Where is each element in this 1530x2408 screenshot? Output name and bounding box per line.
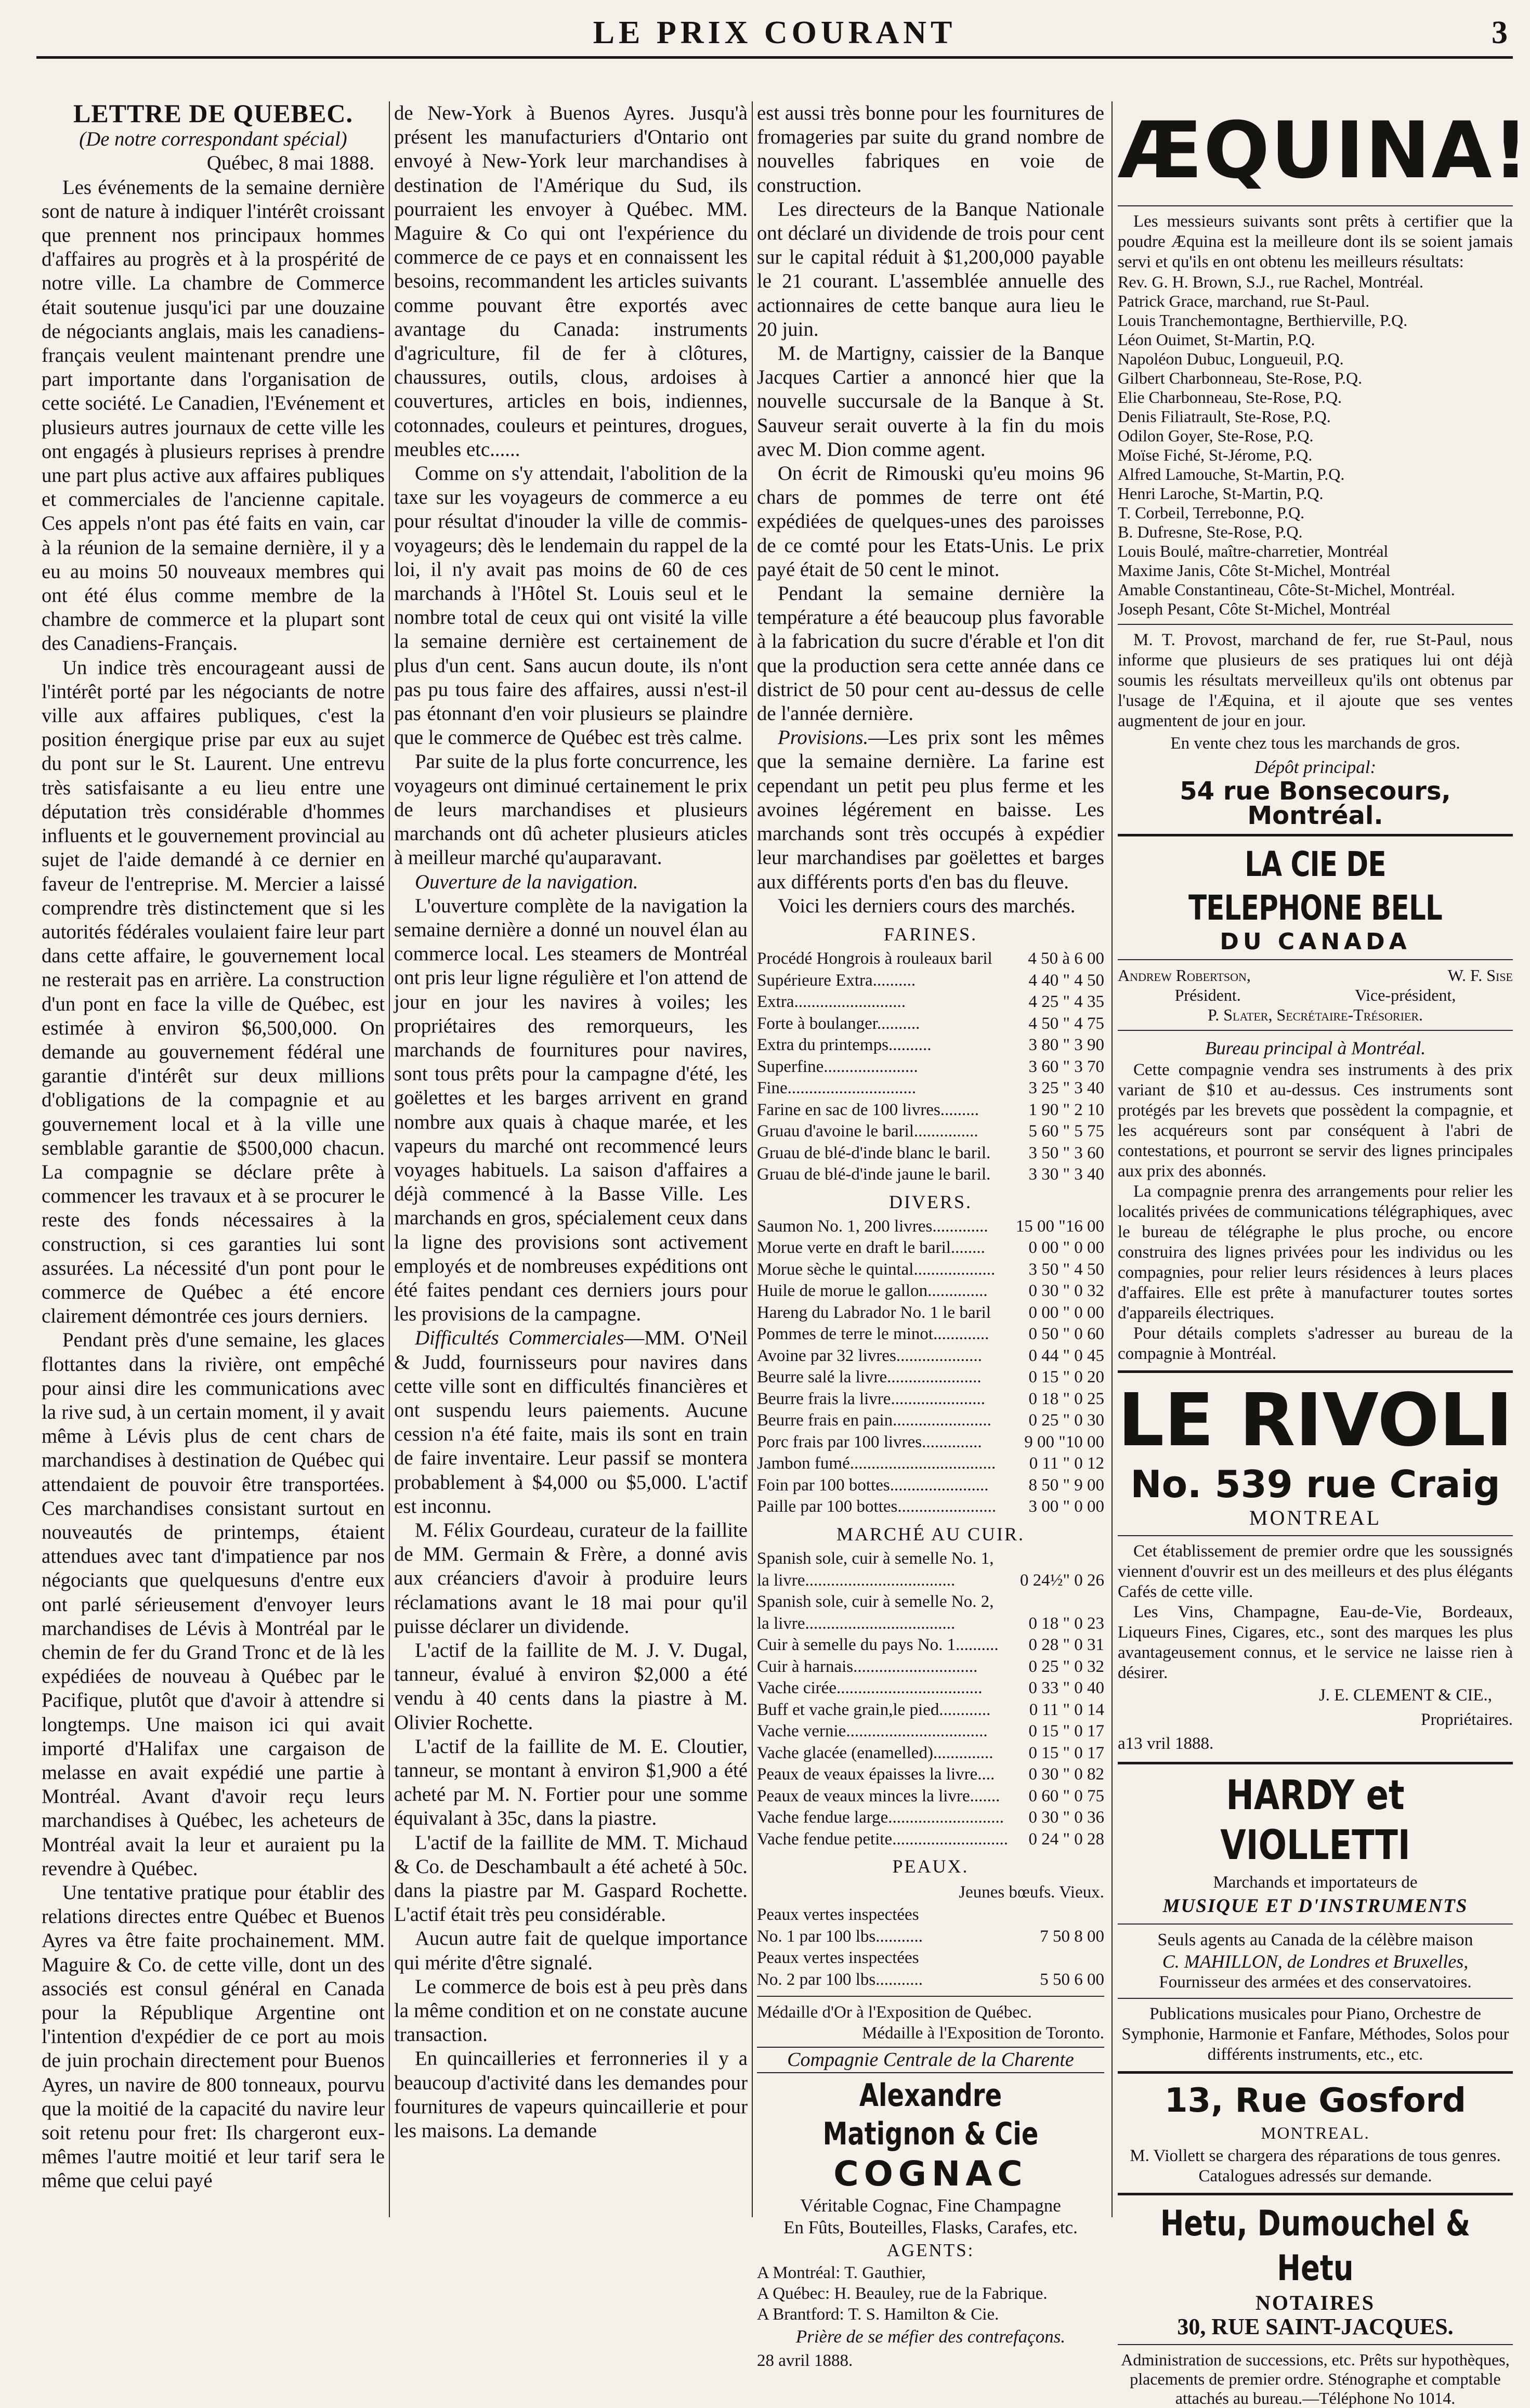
- list-item: T. Corbeil, Terrebonne, P.Q.: [1118, 503, 1305, 522]
- list-item: Henri Laroche, St-Martin, P.Q.: [1118, 484, 1324, 503]
- price-table-title: PEAUX.: [892, 1856, 969, 1877]
- paragraph: Pendant près d'une semaine, les glaces flottantes dans la rivière, ont empêché pour ainsi dire les communications avec la rive sud, à un certain moment, il y avait même à Lévis plus de cent chars de marchandises à destination de Québec qui attendaient de pouvoir être transportées. Ces marchandises consistant surtout en nouveautés de printemps, étaient attendues avec tant d'impatience par nos négociants que quelquesuns d'entre eux ont parlé sérieusement d'envoyer leurs marchandises de Lévis à Montréal par le chemin de fer du Grand Tronc et de là les expédiées de nouveau à Québec par le Pacifique, plutôt que d'avoir à attendre si longtemps. Une maison ici qui avait importé d'Halifax une cargaison de melasse en avait expédié une partie à Montréal. Avant d'avoir reçu leurs marchandises à Québec, les acheteurs de Montréal avait la leur et auraient pu la revendre à Québec.: [42, 1329, 385, 1880]
- price-value: 0 28 " 0 31: [1028, 1635, 1104, 1655]
- price-row: [757, 1656, 1104, 1678]
- price-value: 0 00 " 0 00: [1028, 1303, 1104, 1322]
- price-label: Avoine par 32 livres....................: [757, 1346, 982, 1365]
- ad-date: 28 avril 1888.: [757, 2351, 853, 2371]
- price-table-header: Jeunes bœufs. Vieux.: [959, 1883, 1104, 1902]
- paragraph: Le commerce de bois est à peu près dans la même condition et on ne constate aucune transaction.: [394, 1975, 748, 2046]
- bell-ad-subtitle: DU CANADA: [1220, 928, 1411, 955]
- paragraph: M. de Martigny, caissier de la Banque Jacques Cartier a annoncé hier que la nouvelle succursale de la Banque à St. Sauveur serait ouverte à la fin du mois avec M. Dion comme agent.: [757, 342, 1104, 461]
- price-table-farines: [757, 948, 1104, 1186]
- price-label: Spanish sole, cuir à semelle No. 1,: [757, 1549, 994, 1568]
- price-value: 3 00 " 0 00: [1028, 1497, 1104, 1516]
- newspaper-title: LE PRIX COURANT: [593, 15, 957, 50]
- column-rule-3: [1111, 101, 1113, 2217]
- price-row: [757, 1100, 1104, 1121]
- paragraph: [394, 1326, 748, 1519]
- price-value: 0 11 " 0 12: [1029, 1454, 1104, 1473]
- bell-vp-title: Vice-président,: [1354, 986, 1456, 1005]
- price-value: 0 18 " 0 23: [1028, 1614, 1104, 1633]
- hardy-subtitle: MUSIQUE ET D'INSTRUMENTS: [1162, 1895, 1468, 1917]
- divider: [1118, 1998, 1513, 1999]
- article-heading: LETTRE DE QUEBEC.: [73, 99, 353, 128]
- paragraph: Aucun autre fait de quelque importance qui mérite d'être signalé.: [394, 1927, 748, 1974]
- price-row: [757, 1721, 1104, 1743]
- column-rule-1: [389, 101, 390, 2217]
- price-label: Gruau de blé-d'inde blanc le baril.: [757, 1143, 991, 1162]
- column-3: [757, 101, 1104, 2371]
- bell-secretary: P. Slater, Secrétaire-Trésorier.: [1207, 1005, 1423, 1025]
- paragraph: M. Félix Gourdeau, curateur de la faillite de MM. Germain & Frère, a donné avis aux créanciers d'avoir à produire leurs réclamations avant le 18 mai pour qu'il puisse déclarer un dividende.: [394, 1519, 748, 1638]
- hardy-ad-title: HARDY et VIOLLETTI: [1220, 1772, 1410, 1869]
- list-item: B. Dufresne, Ste-Rose, P.Q.: [1118, 522, 1303, 541]
- column-2: [394, 101, 748, 2222]
- paragraph: Par suite de la plus forte concurrence, les voyageurs ont diminué certainement le prix de leurs marchandises et plusieurs marchands ont dû acheter plusieurs aticles à meilleur marché qu'auparavant.: [394, 750, 748, 869]
- bell-president-title: Président.: [1174, 986, 1241, 1005]
- paragraph: Un indice très encourageant aussi de l'intérêt porté par les négociants de notre ville aux affaires publiques, c'est la position énergique prise par eux au sujet du pont sur le St. Laurent. Une entrevu très satisfaisante a eu lieu entre une députation très considérable d'hommes influents et le gouvernement provincial au sujet de l'aide demandé à ce dernier en faveur de l'entreprise. M. Mercier a laissé comprendre très distinctement que si les autorités fédérales voulaient faire leur part dans cette affaire, le gouvernement local ne resterait pas en arrière. La construction d'un pont en face la ville de Québec, est estimée à environ $6,500,000. On demande au gouvernement fédéral une garantie d'intérêt sur deux millions d'obligations de la compagnie et au gouvernement local et à la ville une semblable garantie de $500,000 chacun. La compagnie se déclare prête à commencer les travaux et à se procurer le reste des fonds nécessaires à la construction, si ces garanties lui sont assurées. La nécessité d'un pont pour le commerce de Québec a été encore clairement démontrée ces jours derniers.: [42, 656, 385, 1328]
- price-row: [757, 1302, 1104, 1324]
- divider: [1118, 1762, 1513, 1764]
- price-value: 0 50 " 0 60: [1028, 1325, 1104, 1344]
- price-table-title: DIVERS.: [888, 1191, 972, 1212]
- price-label: Foin par 100 bottes.......................: [757, 1475, 989, 1495]
- paragraph-text: —Les prix sont les mêmes que la semaine dernière. La farine est cependant un petit peu plus ferme et les avoines légérement en baisse. Les marchands sont très occupés à expédier leur marchandises par goëlettes et barges aux différents ports d'en bas du fleuve.: [757, 726, 1104, 893]
- cognac-title: COGNAC: [833, 2153, 1028, 2194]
- price-value: 0 15 " 0 20: [1028, 1368, 1104, 1387]
- list-item: Amable Constantineau, Côte-St-Michel, Montréal.: [1118, 580, 1455, 599]
- price-value: 4 50 à 6 00: [1028, 949, 1104, 969]
- price-row: [757, 1548, 1104, 1570]
- price-label: Peaux vertes inspectées: [757, 1905, 919, 1925]
- price-label: Peaux de veaux épaisses la livre....: [757, 1765, 995, 1784]
- list-item: Patrick Grace, marchand, rue St-Paul.: [1118, 292, 1370, 310]
- price-value: 0 15 " 0 17: [1028, 1722, 1104, 1741]
- price-label: Gruau de blé-d'inde jaune le baril.: [757, 1165, 991, 1184]
- rivoli-signature: J. E. CLEMENT & CIE.,: [1318, 1686, 1492, 1705]
- price-value: 0 15 " 0 17: [1028, 1743, 1104, 1762]
- price-label: Vache cirée..................................: [757, 1679, 983, 1698]
- price-label: Farine en sac de 100 livres.........: [757, 1100, 979, 1119]
- list-item: Maxime Janis, Côte St-Michel, Montréal: [1118, 561, 1391, 580]
- price-label: Supérieure Extra..........: [757, 971, 916, 990]
- price-value: 0 30 " 0 36: [1028, 1808, 1104, 1827]
- price-value: 4 50 " 4 75: [1028, 1014, 1104, 1033]
- list-item: Rev. G. H. Brown, S.J., rue Rachel, Montréal.: [1118, 272, 1424, 291]
- cognac-desc: En Fûts, Bouteilles, Flasks, Carafes, etc.: [783, 2217, 1078, 2237]
- aequina-names: [1118, 272, 1513, 619]
- price-row: [757, 1035, 1104, 1056]
- price-row: [757, 1410, 1104, 1432]
- price-row: [757, 1367, 1104, 1389]
- bell-text: La compagnie prenra des arrangements pour relier les localités privées de communications télégraphiques, avec le bureau de télégraphe le plus proche, ou encore construira des lignes privées pour les individus ou les compagnies, pour relier leurs résidences à leurs places d'affaires. Elle est prête à manufacturer toutes sortes d'appareils électriques.: [1118, 1182, 1513, 1323]
- masthead: [36, 15, 1513, 59]
- price-label: Beurre salé la livre......................: [757, 1368, 982, 1387]
- price-label: Jambon fumé..................................: [757, 1454, 996, 1473]
- price-row: [757, 1237, 1104, 1259]
- page-number: 3: [1492, 15, 1508, 50]
- bell-text: Cette compagnie vendra ses instruments à des prix variant de $10 et au-dessus. Ces instruments sont protégés par les brevets que possèdent la compagnie, et les acquéreurs sont par conséquent à l'abri de contestations, et pourront se servir des lignes principales aux prix des abonnés.: [1118, 1061, 1513, 1181]
- price-row: [757, 1389, 1104, 1410]
- price-label: Extra du printemps..........: [757, 1036, 932, 1055]
- list-item: Alfred Lamouche, St-Martin, P.Q.: [1118, 465, 1345, 483]
- paragraph: L'actif de la faillite de MM. T. Michaud & Co. de Deschambault a été acheté à 50c. dans la piastre par M. Gaspard Rochette. L'actif était très peu considérable.: [394, 1831, 748, 1926]
- hetu-subtitle: NOTAIRES: [1256, 2291, 1375, 2314]
- list-item: Léon Ouimet, St-Martin, P.Q.: [1118, 330, 1315, 349]
- price-value: 3 30 " 3 40: [1028, 1165, 1104, 1184]
- price-row: [757, 1786, 1104, 1808]
- divider: [757, 1996, 1104, 1997]
- price-value: 3 25 " 3 40: [1028, 1079, 1104, 1098]
- rivoli-text: Cet établissement de premier ordre que les soussignés viennent d'ouvrir est un des meilleurs et des plus élégants Cafés de cette ville.: [1118, 1542, 1513, 1602]
- price-label: Saumon No. 1, 200 livres.............: [757, 1216, 988, 1236]
- hardy-text: Publications musicales pour Piano, Orchestre de Symphonie, Harmonie et Fanfare, Méthodes, Solos pour différents instruments, etc., etc.: [1121, 2005, 1509, 2064]
- section-heading: Ouverture de la navigation.: [415, 870, 638, 893]
- price-row: [757, 1613, 1104, 1635]
- bell-office: Bureau principal à Montréal.: [1205, 1038, 1426, 1059]
- price-row: [757, 1475, 1104, 1497]
- aequina-intro: Les messieurs suivants sont prêts à certifier que la poudre Æquina est la meilleure dont ils se soient jamais servi et qu'ils en ont obtenu les meilleurs résultats:: [1118, 212, 1513, 271]
- paragraph: Comme on s'y attendait, l'abolition de la taxe sur les voyageurs de commerce a eu pour résultat d'inouder la ville de commis-voyageurs; dès le lendemain du rappel de la loi, il n'y avait pas moins de 60 de ces marchands à l'Hôtel St. Louis seul et le nombre total de ceux qui ont visité la ville la semaine dernière est certainement de plus d'un cent. Sans aucun doute, ils n'ont pas pu tous faire des affaires, aussi n'est-il pas étonnant d'en voir plusieurs se plaindre que le commerce de Québec est très calme.: [394, 462, 748, 749]
- price-value: 3 80 " 3 90: [1028, 1036, 1104, 1055]
- aequina-provost: M. T. Provost, marchand de fer, rue St-Paul, nous informe que plusieurs de ses pratiques lui ont déjà soumis les résultats merveilleux qu'ils ont obtenus par l'usage de l'Æquina, et il ajoute que ses ventes augmentent de jour en jour.: [1118, 631, 1513, 730]
- price-value: 5 50 6 00: [1040, 1970, 1104, 1989]
- divider: [1118, 2071, 1513, 2074]
- divider: [1118, 1535, 1513, 1536]
- price-value: 3 50 " 3 60: [1028, 1143, 1104, 1162]
- bell-text: Pour détails complets s'adresser au bureau de la compagnie à Montréal.: [1118, 1324, 1513, 1364]
- price-row: [757, 1570, 1104, 1592]
- list-item: Denis Filiatrault, Ste-Rose, P.Q.: [1118, 407, 1331, 426]
- price-label: Spanish sole, cuir à semelle No. 2,: [757, 1592, 994, 1612]
- price-row: [757, 1591, 1104, 1613]
- price-row: [757, 1056, 1104, 1078]
- price-value: 8 50 " 9 00: [1028, 1475, 1104, 1495]
- hardy-text: C. MAHILLON, de Londres et Bruxelles,: [1162, 1951, 1469, 1972]
- price-table-title: FARINES.: [883, 923, 978, 945]
- list-item: Moïse Fiché, St-Jérome, P.Q.: [1118, 446, 1313, 464]
- price-row: [757, 1926, 1104, 1948]
- column-1: [42, 101, 385, 2222]
- price-value: 0 24½" 0 26: [1020, 1571, 1104, 1590]
- price-label: Huile de morue le gallon..............: [757, 1281, 988, 1301]
- price-row: [757, 1807, 1104, 1829]
- price-row: [757, 1143, 1104, 1164]
- price-row: [757, 991, 1104, 1013]
- depot-address: 54 rue Bonsecours, Montréal.: [1180, 777, 1451, 830]
- price-label: Peaux de veaux minces la livre.......: [757, 1786, 1000, 1805]
- hetu-ad-title: Hetu, Dumouchel & Hetu: [1160, 2203, 1471, 2289]
- price-row: [757, 1829, 1104, 1851]
- divider: [1118, 205, 1513, 206]
- price-label: Cuir à semelle du pays No. 1..........: [757, 1635, 999, 1655]
- gosford-city: MONTREAL.: [1261, 2124, 1370, 2143]
- hardy-text: Seuls agents au Canada de la célèbre maison: [1157, 1930, 1473, 1950]
- gosford-address: 13, Rue Gosford: [1165, 2082, 1466, 2121]
- price-row: [757, 1699, 1104, 1721]
- paragraph: L'actif de la faillite de M. J. V. Dugal, tanneur, évalué à environ $2,000 a été vendu à 40 cents dans la piastre à M. Olivier Rochette.: [394, 1639, 748, 1734]
- rivoli-proprietors: Propriétaires.: [1421, 1710, 1513, 1729]
- price-row: [757, 1259, 1104, 1281]
- price-row: [757, 1345, 1104, 1367]
- paragraph: Les directeurs de la Banque Nationale ont déclaré un dividende de trois pour cent sur le capital réduit à $1,200,000 payable le 21 courant. L'assemblée annuelle des actionnaires de cette banque aura lieu le 20 juin.: [757, 198, 1104, 341]
- price-label: Gruau d'avoine le baril...............: [757, 1122, 978, 1141]
- price-row: [757, 1280, 1104, 1302]
- bell-president-name: Andrew Robertson,: [1118, 966, 1251, 985]
- paragraph: On écrit de Rimouski qu'eu moins 96 chars de pommes de terre ont été expédiées de quelques-unes des paroisses de ce comté pour les Etats-Unis. Le prix payé était de 50 cent le minot.: [757, 462, 1104, 581]
- price-row: [757, 1496, 1104, 1518]
- price-table-peaux: [757, 1904, 1104, 1991]
- column-rule-2: [752, 101, 753, 2217]
- price-row: [757, 1164, 1104, 1186]
- agents-title: AGENTS:: [886, 2240, 975, 2260]
- price-label: Porc frais par 100 livres..............: [757, 1432, 982, 1451]
- article-subheading: (De notre correspondant spécial): [79, 128, 347, 151]
- paragraph: En quincailleries et ferronneries il y a beaucoup d'activité dans les demandes pour fournitures de vapeurs quincaillerie et pour les maisons. La demande: [394, 2047, 748, 2142]
- price-value: 0 60 " 0 75: [1028, 1786, 1104, 1805]
- price-row: [757, 1013, 1104, 1035]
- aequina-ad-title: ÆQUINA!: [1118, 106, 1529, 196]
- medal-line: Médaille d'Or à l'Exposition de Québec.: [757, 2003, 1032, 2022]
- list-item: Louis Tranchemontagne, Berthierville, P.Q.: [1118, 311, 1408, 330]
- price-value: 0 44 " 0 45: [1028, 1346, 1104, 1365]
- price-label: Cuir à harnais.............................: [757, 1657, 978, 1676]
- paragraph: Voici les derniers cours des marchés.: [778, 894, 1076, 917]
- price-label: Morue verte en draft le baril........: [757, 1238, 985, 1258]
- price-row: [757, 1743, 1104, 1764]
- cognac-desc: Véritable Cognac, Fine Champagne: [800, 2195, 1061, 2216]
- depot-label: Dépôt principal:: [1254, 757, 1377, 778]
- price-label: Procédé Hongrois à rouleaux baril: [757, 949, 992, 969]
- price-row: [757, 1969, 1104, 1991]
- price-label: Extra..........................: [757, 992, 906, 1012]
- hardy-text: Fournisseur des armées et des conservatoires.: [1159, 1973, 1472, 1992]
- paragraph: [757, 726, 1104, 894]
- rivoli-city: MONTREAL: [1249, 1506, 1382, 1530]
- inline-label: Provisions.: [778, 726, 869, 749]
- paragraph: de New-York à Buenos Ayres. Jusqu'à présent les manufacturiers d'Ontario ont envoyé à New-York leur marchandises à destination de l'Amérique du Sud, ils pourraient les envoyer à Québec. MM. Maguire & Co qui ont l'expérience du commerce de ce pays et en connaissent les besoins, recommandent les articles suivants comme pouvant être exportés avec avantage du Canada: instruments d'agriculture, fil de fer à clôtures, chaussures, outils, clous, ardoises à couvertures, articles en bois, indiennes, cotonnades, couleurs et peintures, drogues, meubles etc......: [394, 102, 748, 461]
- list-item: Elie Charbonneau, Ste-Rose, P.Q.: [1118, 388, 1342, 407]
- rivoli-date: a13 vril 1888.: [1118, 1734, 1214, 1753]
- price-value: 3 60 " 3 70: [1028, 1057, 1104, 1076]
- price-value: 3 50 " 4 50: [1028, 1260, 1104, 1279]
- divider: [1118, 834, 1513, 836]
- bell-officers: [1118, 965, 1513, 985]
- list-item: Gilbert Charbonneau, Ste-Rose, P.Q.: [1118, 369, 1363, 387]
- gosford-text: M. Viollett se chargera des réparations de tous genres. Catalogues adressés sur demande.: [1130, 2146, 1501, 2185]
- hetu-address: 30, RUE SAINT-JACQUES.: [1177, 2313, 1454, 2339]
- paragraph-text: —MM. O'Neil & Judd, fournisseurs pour navires dans cette ville sont en difficultés financières et ont suspendu leurs paiements. Aucune cession n'a été faite, mais ils sont en train de faire inventaire. Leur passif se montera probablement à $4,000 ou $5,000. L'actif est inconnu.: [394, 1327, 748, 1517]
- agent-line: A Québec: H. Beauley, rue de la Fabrique.: [757, 2284, 1048, 2303]
- agent-line: A Montréal: T. Gauthier,: [757, 2263, 926, 2282]
- list-item: Louis Boulé, maître-charretier, Montréal: [1118, 542, 1389, 560]
- price-label: Vache vernie.................................: [757, 1722, 988, 1741]
- divider: [1118, 959, 1513, 960]
- price-value: 0 11 " 0 14: [1029, 1700, 1104, 1719]
- price-label: Hareng du Labrador No. 1 le baril: [757, 1303, 991, 1322]
- price-label: Buff et vache grain,le pied............: [757, 1700, 991, 1719]
- price-table-title: MARCHÉ AU CUIR.: [836, 1523, 1025, 1545]
- divider: [1118, 624, 1513, 625]
- price-value: 0 00 " 0 00: [1028, 1238, 1104, 1258]
- inline-label: Difficultés Commerciales: [415, 1327, 624, 1350]
- cognac-brand: Alexandre Matignon & Cie: [822, 2077, 1039, 2152]
- bell-ad-title: LA CIE DE TELEPHONE BELL: [1188, 844, 1443, 928]
- price-row: [757, 948, 1104, 970]
- rivoli-ad-title: LE RIVOLI: [1118, 1378, 1513, 1463]
- aequina-sale: En vente chez tous les marchands de gros.: [1170, 734, 1460, 753]
- price-value: 4 25 " 4 35: [1028, 992, 1104, 1012]
- price-row: [757, 1432, 1104, 1454]
- bell-vp-name: W. F. Sise: [1447, 966, 1513, 985]
- price-label: Paille par 100 bottes.......................: [757, 1497, 997, 1516]
- price-label: Forte à boulanger..........: [757, 1014, 920, 1033]
- price-label: No. 1 par 100 lbs...........: [757, 1927, 923, 1946]
- price-value: 0 30 " 0 82: [1028, 1765, 1104, 1784]
- divider: [1118, 2344, 1513, 2345]
- price-label: Vache glacée (enamelled)..............: [757, 1743, 993, 1762]
- price-value: 0 33 " 0 40: [1028, 1679, 1104, 1698]
- price-value: 0 25 " 0 30: [1028, 1411, 1104, 1430]
- price-row: [757, 1947, 1104, 1969]
- price-row: [757, 1078, 1104, 1100]
- price-row: [757, 970, 1104, 992]
- hetu-text: Administration de successions, etc. Prêts sur hypothèques, placements de premier ordre. Sténographe et comptable attachés au bureau.—Téléphone No 1014.: [1121, 2350, 1510, 2408]
- paragraph: L'actif de la faillite de M. E. Cloutier, tanneur, se montant à environ $1,900 a été acheté par M. N. Fortier pour une somme équivalant à 35c, dans la piastre.: [394, 1735, 748, 1830]
- price-value: 0 25 " 0 32: [1028, 1657, 1104, 1676]
- price-value: 9 00 "10 00: [1024, 1432, 1104, 1451]
- price-label: la livre...................................: [757, 1571, 956, 1590]
- bell-officer-titles: [1118, 985, 1513, 1005]
- price-label: Beurre frais la livre......................: [757, 1389, 985, 1408]
- price-value: 0 30 " 0 32: [1028, 1281, 1104, 1301]
- price-label: Superfine......................: [757, 1057, 918, 1076]
- agent-line: A Brantford: T. S. Hamilton & Cie.: [757, 2305, 999, 2324]
- price-value: 1 90 " 2 10: [1028, 1100, 1104, 1119]
- divider: [1118, 2193, 1513, 2195]
- price-table-cuir: [757, 1548, 1104, 1850]
- cognac-company: Compagnie Centrale de la Charente: [757, 2047, 1104, 2073]
- paragraph: Une tentative pratique pour établir des relations directes entre Québec et Buenos Ayres va être faite prochainement. MM. Maguire & Co. de cette ville, dont un des associés est consul général en Canada pour la République Argentine ont l'intention d'expédier de ce port au mois de juin prochain directement pour Buenos Ayres, un navire de 800 tonneaux, pourvu que la moitié de la capacité du navire leur soit retenu pour fret: Ils chargeront eux-mêmes l'autre moitié et leur tarif sera le même que celui payé: [42, 1881, 385, 2192]
- price-label: Fine..............................: [757, 1079, 917, 1098]
- price-label: Beurre frais en pain.......................: [757, 1411, 991, 1430]
- price-label: Morue sèche le quintal...................: [757, 1260, 996, 1279]
- divider: [1118, 1030, 1513, 1031]
- price-label: Vache fendue large...........................: [757, 1808, 1004, 1827]
- medal-line: Médaille à l'Exposition de Toronto.: [862, 2024, 1104, 2043]
- price-label: Pommes de terre le minot.............: [757, 1325, 989, 1344]
- price-label: la livre...................................: [757, 1614, 956, 1633]
- price-value: 15 00 "16 00: [1015, 1216, 1104, 1236]
- price-label: No. 2 par 100 lbs...........: [757, 1970, 923, 1989]
- price-row: [757, 1121, 1104, 1143]
- rivoli-text: Les Vins, Champagne, Eau-de-Vie, Bordeaux, Liqueurs Fines, Cigares, etc., sont des marques les plus avantageusement connus, et le service ne laisse rien à désirer.: [1118, 1603, 1513, 1683]
- price-row: [757, 1764, 1104, 1786]
- list-item: Odilon Goyer, Ste-Rose, P.Q.: [1118, 426, 1314, 445]
- price-value: 7 50 8 00: [1040, 1927, 1104, 1946]
- article-dateline: Québec, 8 mai 1888.: [206, 152, 374, 175]
- price-value: 0 24 " 0 28: [1028, 1829, 1104, 1849]
- price-row: [757, 1453, 1104, 1475]
- price-row: [757, 1324, 1104, 1345]
- divider: [1118, 1370, 1513, 1373]
- paragraph: est aussi très bonne pour les fournitures de fromageries par suite du grand nombre de nouvelles fabriques en voie de construction.: [757, 102, 1104, 197]
- column-4-ads: [1118, 101, 1529, 2408]
- paragraph: L'ouverture complète de la navigation la semaine dernière a donné un nouvel élan au commerce local. Les steamers de Montréal ont pris leur ligne régulière et l'on attend de jour en jour les navires à voiles; les propriétaires des remorqueurs, les marchands de fournitures pour navires, sont tous prêts pour la campagne d'été, les goëlettes et les barges arrivent en grand nombre aux quais à chaque marée, et les vapeurs du marché ont recommencé leurs voyages habituels. La saison d'affaires a déjà commencé à la Basse Ville. Les marchands en gros, spécialement ceux dans la ligne des provisions sont activement employés et de nombreuses expéditions ont été faites pendant ces derniers jours pour les provisions de la campagne.: [394, 894, 748, 1326]
- hardy-subtitle: Marchands et importateurs de: [1213, 1873, 1418, 1892]
- list-item: Joseph Pesant, Côte St-Michel, Montréal: [1118, 599, 1391, 618]
- divider: [1118, 1923, 1513, 1925]
- price-label: Peaux vertes inspectées: [757, 1948, 919, 1968]
- price-label: Vache fendue petite...........................: [757, 1829, 1008, 1849]
- price-value: 5 60 " 5 75: [1028, 1122, 1104, 1141]
- price-row: [757, 1904, 1104, 1926]
- price-table-divers: [757, 1216, 1104, 1518]
- price-row: [757, 1678, 1104, 1699]
- price-value: 0 18 " 0 25: [1028, 1389, 1104, 1408]
- price-value: 4 40 " 4 50: [1028, 971, 1104, 990]
- paragraph: Les événements de la semaine dernière sont de nature à indiquer l'intérêt croissant que prennent nos principaux hommes d'affaires au progrès et à la prospérité de notre ville. La chambre de Commerce était soutenue jusqu'ici par une douzaine de négociants anglais, mais les canadiens-français veulent maintenant prendre une part importante dans l'organisation de cette société. Le Canadien, l'Evénement et plusieurs autres journaux de cette ville les ont engagés à plusieurs reprises à prendre une part plus active aux affaires publiques et commerciales de l'ancienne capitale. Ces appels n'ont pas été faits en vain, car à la réunion de la semaine dernière, il y a eu au moins 50 nouveaux membres qui ont été élus comme membre de la chambre de commerce et la plupart sont des Canadiens-Français.: [42, 176, 385, 655]
- list-item: Napoléon Dubuc, Longueuil, P.Q.: [1118, 349, 1344, 368]
- price-row: [757, 1634, 1104, 1656]
- price-row: [757, 1216, 1104, 1238]
- rivoli-address: No. 539 rue Craig: [1130, 1462, 1500, 1507]
- paragraph: Pendant la semaine dernière la température a été beaucoup plus favorable à la fabrication du sucre d'érable et l'on dit que la production sera cette année dans ce district de 50 pour cent au-dessus de celle de l'année dernière.: [757, 582, 1104, 725]
- counterfeit-warning: Prière de se méfier des contrefaçons.: [795, 2326, 1066, 2347]
